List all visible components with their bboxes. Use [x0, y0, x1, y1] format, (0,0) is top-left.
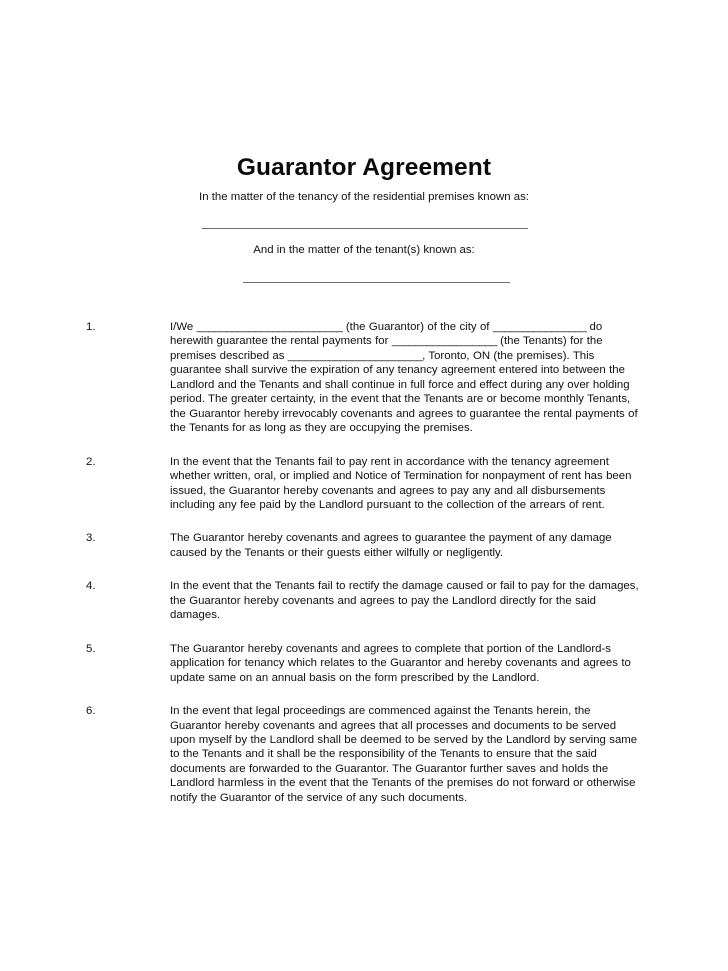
clause-number: 6. — [86, 705, 96, 718]
guarantor-name-blank[interactable]: _________________________ — [196, 321, 343, 333]
clause-1-text-c: do herewith guarantee the rental payments for — [170, 321, 603, 348]
clause-item — [0, 320, 728, 436]
clause-1-text-d: (the Tenants) for the premises described as — [170, 335, 603, 362]
clause-1-text-e: , Toronto, ON (the premises). This guarantee shall survive the expiration of any tenancy agreement entered into between the Landlord and the Tenants and shall continue in full force and effect during any over holding period. The greater certainty, in the event that the Tenants are or become monthly Tenants, the Guarantor hereby irrevocably covenants and agrees to guarantee the rental payments of the Tenants for as long as they are occupying the premises. — [170, 349, 638, 435]
intro-line-tenants: And in the matter of the tenant(s) known as: — [253, 244, 475, 256]
clause-number: 5. — [86, 642, 96, 655]
clause-item — [0, 642, 728, 685]
clause-number: 2. — [86, 455, 96, 468]
clause-1-text-b: (the Guarantor) of the city of — [342, 321, 493, 333]
clause-text: In the event that the Tenants fail to rectify the damage caused or fail to pay for the damages, the Guarantor hereby covenants and agrees to pay the Landlord directly for the said damages. — [170, 580, 639, 622]
city-blank[interactable]: ________________ — [492, 321, 587, 333]
clause-text: The Guarantor hereby covenants and agrees to guarantee the payment of any damage caused by the Tenants or their guests either wilfully or negligently. — [170, 532, 612, 559]
tenants-name-blank[interactable]: __________________ — [391, 335, 497, 348]
premises-address-blank[interactable]: _______________________ — [287, 349, 423, 362]
intro-block-tenants — [0, 243, 728, 258]
clause-item — [0, 704, 728, 805]
clause-text: In the event that the Tenants fail to pay rent in accordance with the tenancy agreement whether written, oral, or implied and Notice of Termination for nonpayment of rent has been issued, the Guarantor hereby covenants and agrees to pay any and all disbursements including any fee paid by the Landlord pursuant to the collection of the arrears of rent. — [170, 455, 632, 511]
clause-item — [0, 531, 728, 560]
clause-number: 1. — [86, 321, 96, 333]
clause-text: The Guarantor hereby covenants and agrees to complete that portion of the Landlord-s application for tenancy which relates to the Guarantor and hereby covenants and agrees to update same on an annual basis on the form prescribed by the Landlord. — [170, 642, 631, 684]
clause-text — [170, 320, 640, 436]
tenants-fill-in-line — [243, 282, 510, 283]
premises-fill-in-line — [202, 228, 528, 229]
intro-block-premises — [0, 190, 728, 205]
page-title: Guarantor Agreement — [236, 154, 492, 182]
clause-list — [0, 320, 728, 824]
clause-item — [0, 579, 728, 622]
clause-number: 3. — [86, 532, 96, 545]
clause-number: 4. — [86, 580, 96, 593]
clause-item — [0, 455, 728, 513]
intro-line-premises: In the matter of the tenancy of the residential premises known as: — [199, 191, 529, 203]
clause-1-text-a: I/We — [170, 321, 197, 333]
clause-text: In the event that legal proceedings are commenced against the Tenants herein, the Guarantor hereby covenants and agrees that all processes and documents to be served upon myself by the Landlord shall be deemed to be served by the Landlord by serving same to the Tenants and it shall be the responsibility of the Tenants to ensure that the said documents are forwarded to the Guarantor. The Guarantor further saves and holds the Landlord harmless in the event that the Tenants of the premises do not forward or otherwise notify the Guarantor of the service of any such documents. — [170, 705, 638, 804]
